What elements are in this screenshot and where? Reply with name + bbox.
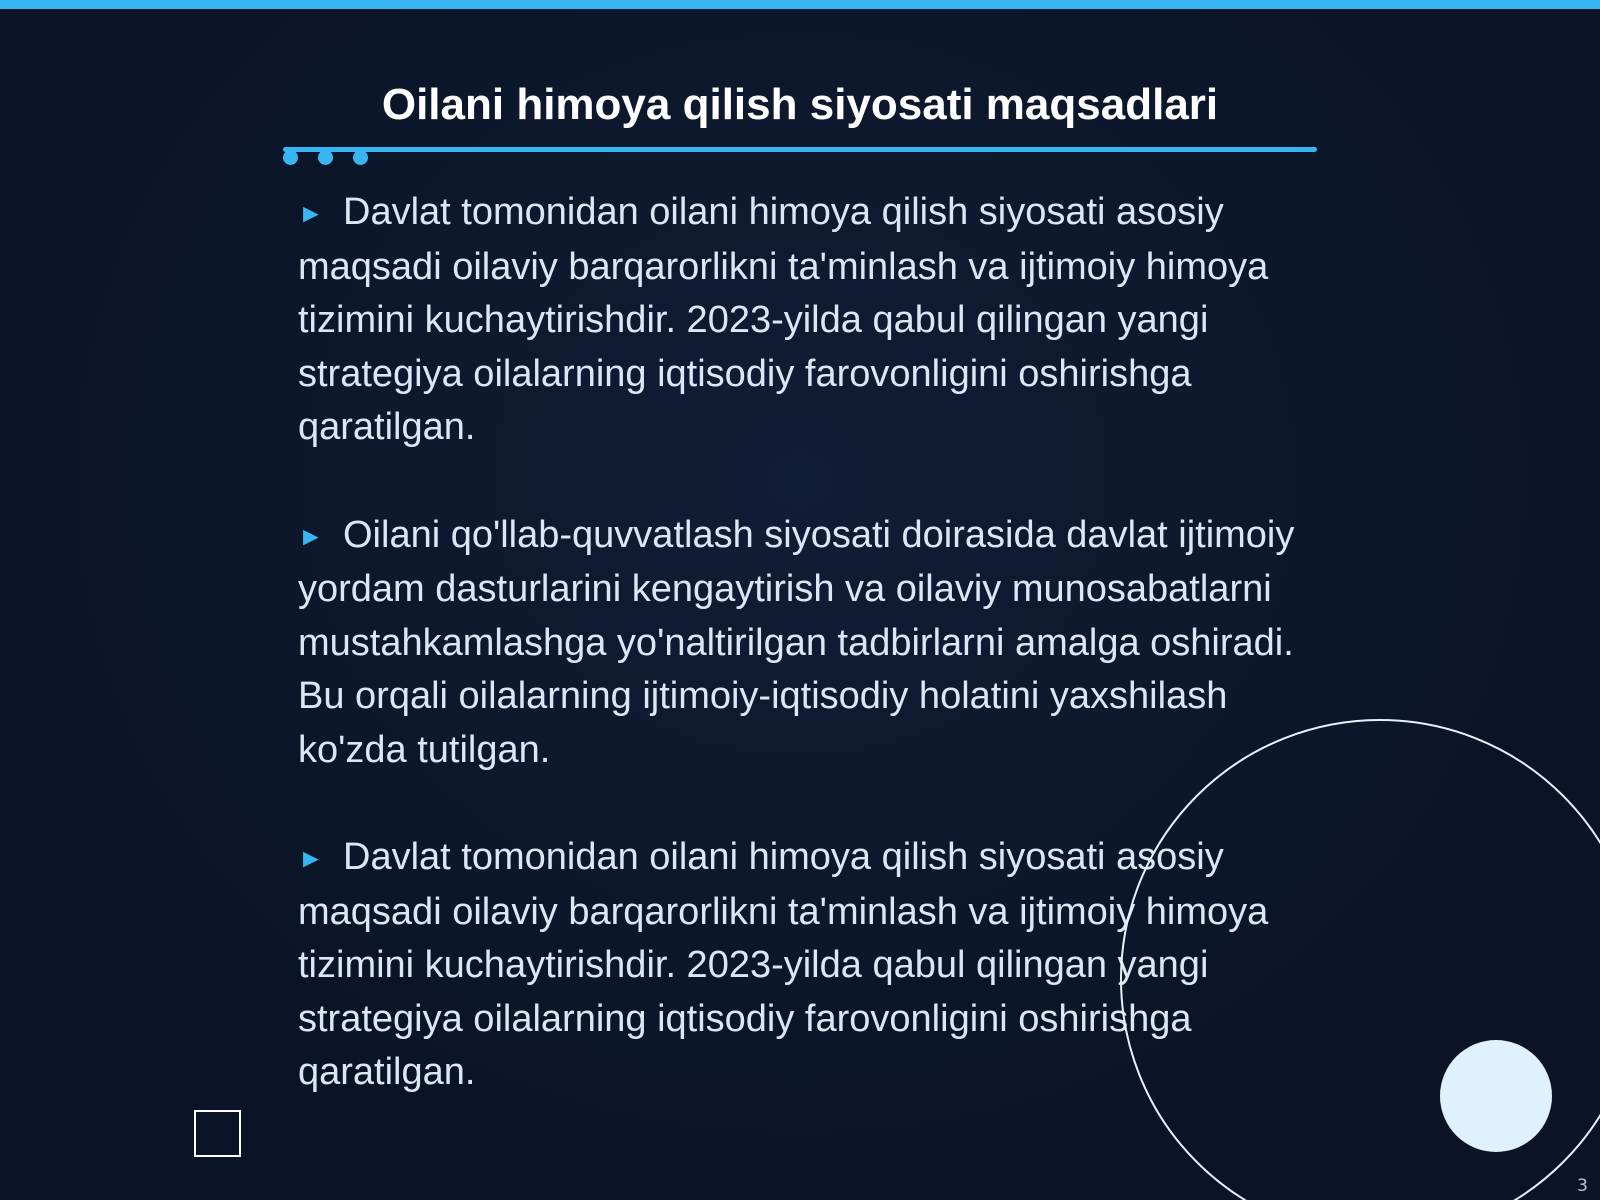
decorative-dot	[353, 150, 368, 165]
bullet-paragraph-3	[298, 831, 1318, 1100]
decorative-square	[194, 1110, 241, 1157]
page-number: 3	[1577, 1176, 1588, 1196]
triangle-right-icon: ►	[298, 520, 324, 551]
paragraph-text: Davlat tomonidan oilani himoya qilish siyosati asosiy maqsadi oilaviy barqarorlikni ta'minlash va ijtimoiy himoya tizimini kuchaytirishdir. 2023-yilda qabul qilingan yangi strategiya oilalarning iqtisodiy farovonligini oshirishga qaratilgan.	[298, 836, 1269, 1093]
paragraph-text: Oilani qo'llab-quvvatlash siyosati doirasida davlat ijtimoiy yordam dasturlarini kengaytirish va oilaviy munosabatlarni mustahkamlashga yo'naltirilgan tadbirlarni amalga oshiradi. Bu orqali oilalarning ijtimoiy-iqtisodiy holatini yaxshilash ko'zda tutilgan.	[298, 513, 1295, 771]
slide-title: Oilani himoya qilish siyosati maqsadlari	[381, 80, 1219, 129]
title-underline	[283, 147, 1317, 152]
decorative-circle-filled	[1440, 1040, 1552, 1152]
bullet-paragraph-2	[298, 509, 1318, 778]
triangle-right-icon: ►	[298, 198, 324, 228]
paragraph-text: Davlat tomonidan oilani himoya qilish siyosati asosiy maqsadi oilaviy barqarorlikni ta'minlash va ijtimoiy himoya tizimini kuchaytirishdir. 2023-yilda qabul qilingan yangi strategiya oilalarning iqtisodiy farovonligini oshirishga qaratilgan.	[298, 191, 1269, 448]
triangle-right-icon: ►	[298, 843, 324, 873]
top-accent-bar	[0, 0, 1600, 9]
bullet-paragraph-1	[298, 186, 1318, 455]
decorative-dot	[318, 150, 333, 165]
decorative-dot	[283, 150, 298, 165]
bullet-list	[298, 186, 1318, 1154]
